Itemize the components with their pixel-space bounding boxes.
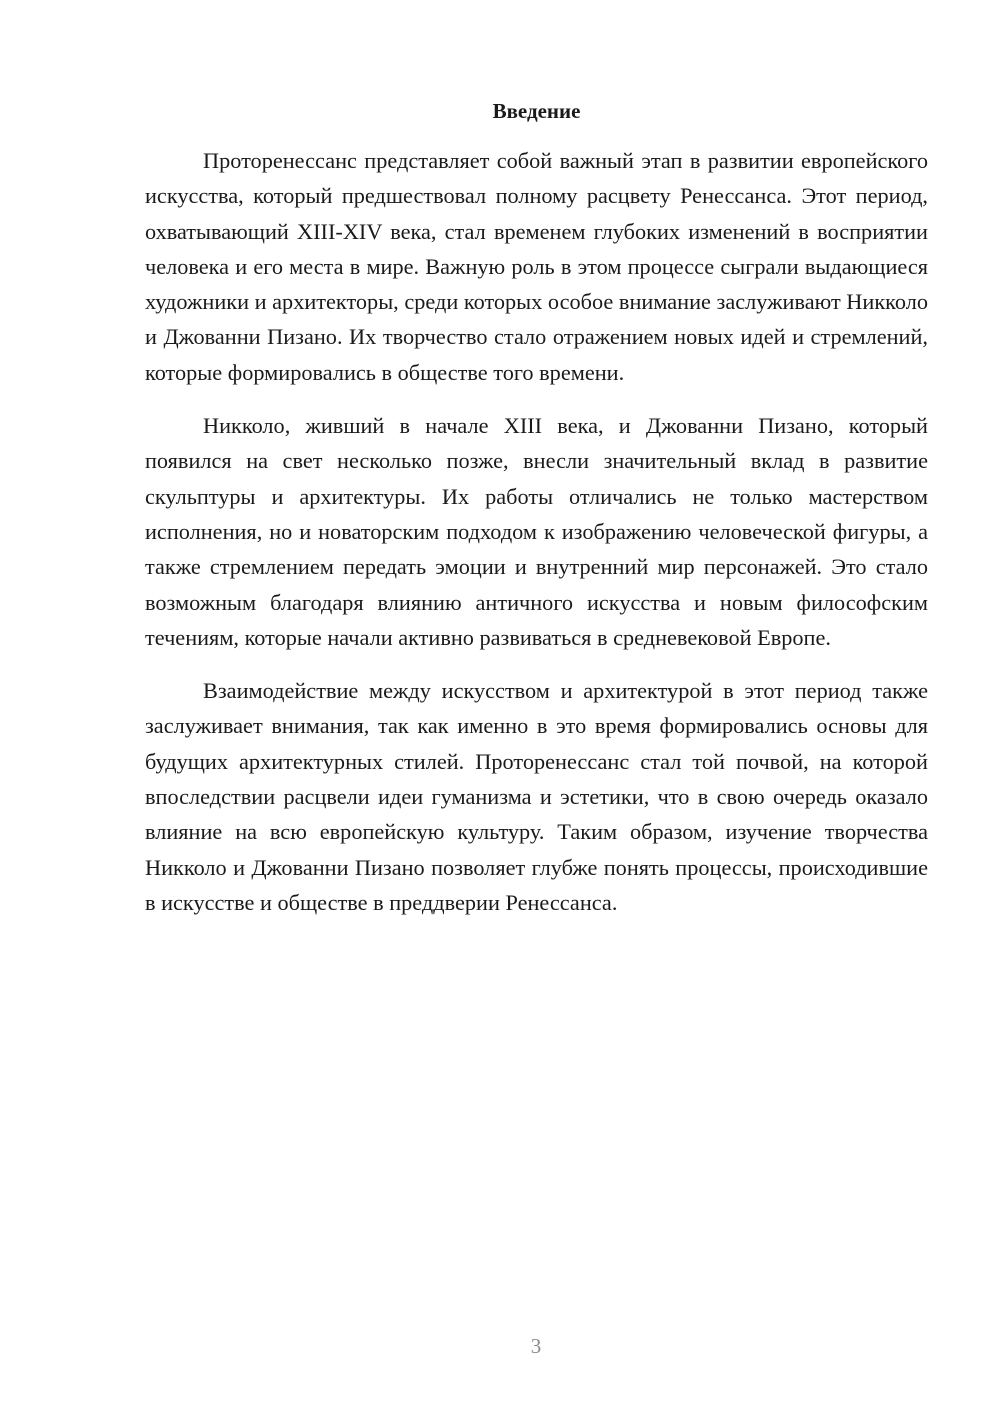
paragraph-2: Никколо, живший в начале XIII века, и Джованни Пизано, который появился на свет несколько позже, внесли значительный вклад в развитие скульптуры и архитектуры. Их работы отличались не только мастерством исполнения, но и новаторским подходом к изображению человеческой фигуры, а также стремлением передать эмоции и внутренний мир персонажей. Это стало возможным благодаря влиянию античного искусства и новым философским течениям, которые начали активно развиваться в средневековой Европе. xyxy=(145,413,928,650)
page-number: 3 xyxy=(530,1334,542,1358)
paragraph-3: Взаимодействие между искусством и архитектурой в этот период также заслуживает внимания, так как именно в это время формировались основы для будущих архитектурных стилей. Проторенессанс стал той почвой, на которой впоследствии расцвели идеи гуманизма и эстетики, что в свою очередь оказало влияние на всю европейскую культуру. Таким образом, изучение творчества Никколо и Джованни Пизано позволяет глубже понять процессы, происходившие в искусстве и обществе в преддверии Ренессанса. xyxy=(145,678,928,915)
paragraph-1: Проторенессанс представляет собой важный этап в развитии европейского искусства, который предшествовал полному расцвету Ренессанса. Этот период, охватывающий XIII-XIV века, стал временем глубоких изменений в восприятии человека и его места в мире. Важную роль в этом процессе сыграли выдающиеся художники и архитекторы, среди которых особое внимание заслуживают Никколо и Джованни Пизано. Их творчество стало отражением новых идей и стремлений, которые формировались в обществе того времени. xyxy=(145,148,928,385)
document-body xyxy=(145,143,928,938)
section-title: Введение xyxy=(492,99,581,123)
